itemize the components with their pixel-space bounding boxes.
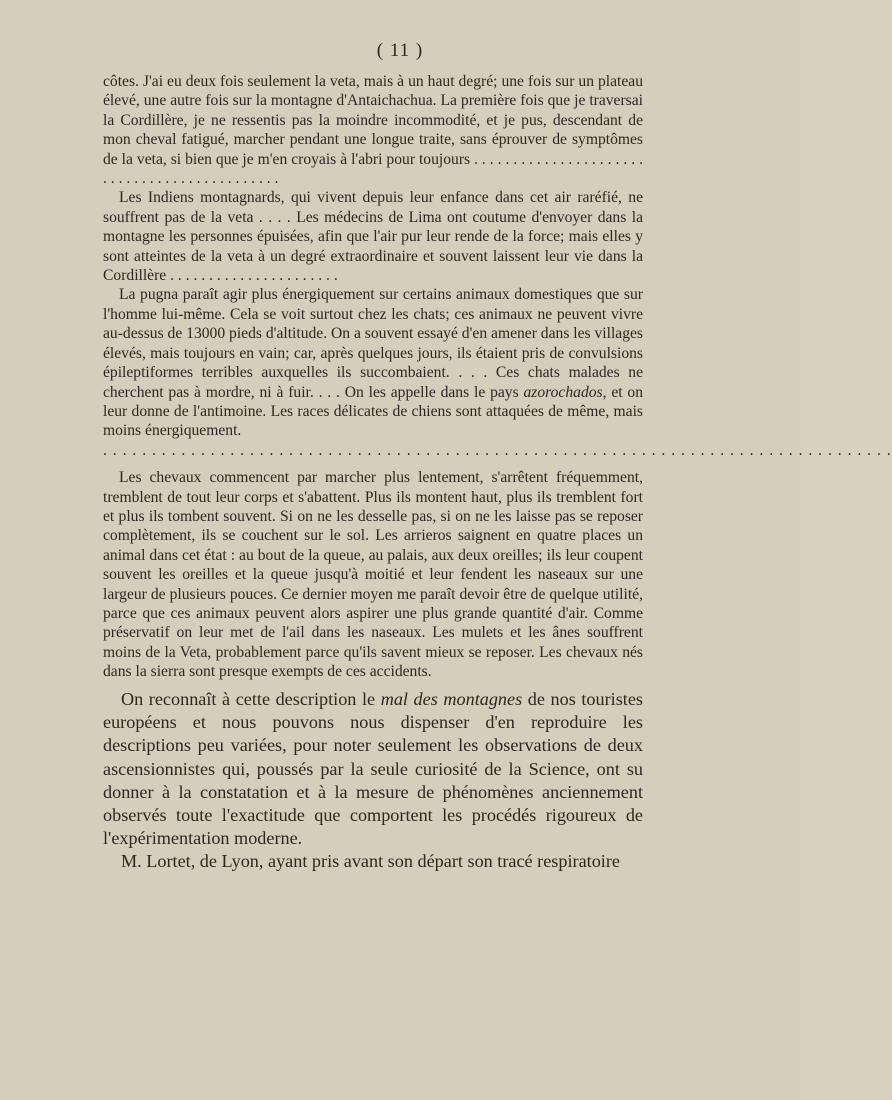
main-text — [103, 688, 643, 874]
ellipsis-line: . . . . . . . . . . . . . . . . . . . . . . . . . . . . . . . . . . . . . . . . . . . . . . . . . . . . . . . . . . . . . . . . . . . . . . . . . . . . . . . . . — [103, 441, 892, 459]
quote-paragraph-3-text-a: La pugna paraît agir plus énergiquement sur certains animaux domestiques que sur l'homme lui-même. Cela se voit surtout chez les chats; ces animaux ne peuvent vivre au-dessus de 13000 pieds d'altitude. On a souvent essayé d'en amener dans les villages élevés, mais toujours en vain; car, après quelques jours, ils étaient pris de convulsions épileptiformes terribles auxquelles ils succombaient. . . . Ces chats malades ne cherchent pas à mordre, ni à fuir. . . . On les appelle dans le pays — [103, 286, 644, 401]
body-paragraph-1-italic: mal des montagnes — [380, 689, 523, 709]
page-number: ( 11 ) — [376, 40, 424, 61]
quote-paragraph-1: côtes. J'ai eu deux fois seulement la veta, mais à un haut degré; une fois sur un plateau élevé, une autre fois sur la montagne d'Antaichachua. La première fois que je traversai la Cordillère, je ne ressentis pas la moindre incommodité, et je pus, descendant de mon cheval fatigué, marcher pendant une longue traite, sans éprouver de symptômes de la veta, si bien que je m'en croyais à l'abri pour toujours . . . . . . . . . . . . . . . . . . . . . . . . . . . . . . . . . . . . . . . . . . . . . — [103, 73, 643, 188]
quote-paragraph-3 — [103, 285, 643, 440]
body-paragraph-1 — [103, 688, 643, 850]
body-paragraph-2: M. Lortet, de Lyon, ayant pris avant son départ son tracé respiratoire — [121, 851, 620, 872]
quote-paragraph-4: Les chevaux commencent par marcher plus lentement, s'arrêtent fréquemment, tremblent de tout leur corps et s'abattent. Plus ils montent haut, plus ils tremblent fort et plus ils tombent souvent. Si on ne les desselle pas, si on ne les laisse pas se reposer complètement, ils se couchent sur le sol. Les arrieros saignent en quatre places un animal dans cet état : au bout de la queue, au palais, aux deux oreilles; ils leur coupent souvent les oreilles et la queue jusqu'à moitié et leur fendent les naseaux sur une largeur de plusieurs pouces. Ce dernier moyen me paraît devoir être de quelque utilité, parce que ces animaux peuvent alors aspirer une plus grande quantité d'air. Comme préservatif on leur met de l'ail dans les naseaux. Les mulets et les ânes souffrent moins de la Veta, probablement parce qu'ils savent mieux se reposer. Les chevaux nés dans la sierra sont presque exempts de ces accidents. — [103, 469, 643, 681]
quoted-passage — [103, 72, 892, 682]
quote-paragraph-3-italic: azorochados — [523, 383, 603, 401]
paragraph-spacer — [103, 460, 643, 468]
quote-paragraph-2: Les Indiens montagnards, qui vivent depuis leur enfance dans cet air raréfié, ne souffrent pas de la veta . . . . Les médecins de Lima ont coutume d'envoyer dans la montagne les personnes épuisées, afin que l'air pur leur rende de la force; mais elles y sont atteintes de la veta à un degré extraordinaire et souvent laissent leur vie dans la Cordillère . . . . . . . . . . . . . . . . . . . . . . — [103, 189, 643, 285]
body-paragraph-1-text-a: On reconnaît à cette description le — [121, 689, 381, 709]
quote-paragraph-3-text-b: , et on leur donne de l'antimoine. Les races délicates de chiens sont attaquées de même, mais moins énergiquement. — [103, 383, 644, 440]
body-paragraph-1-text-b: de nos touristes européens et nous pouvons nous dispenser d'en reproduire les descriptions peu variées, pour noter seulement les observations de deux ascensionnistes qui, poussés par la seule curiosité de la Science, ont su donner à la constatation et à la mesure de phénomènes anciennement observés toute l'exactitude que comportent les procédés rigoureux de l'expérimentation moderne. — [103, 689, 643, 849]
